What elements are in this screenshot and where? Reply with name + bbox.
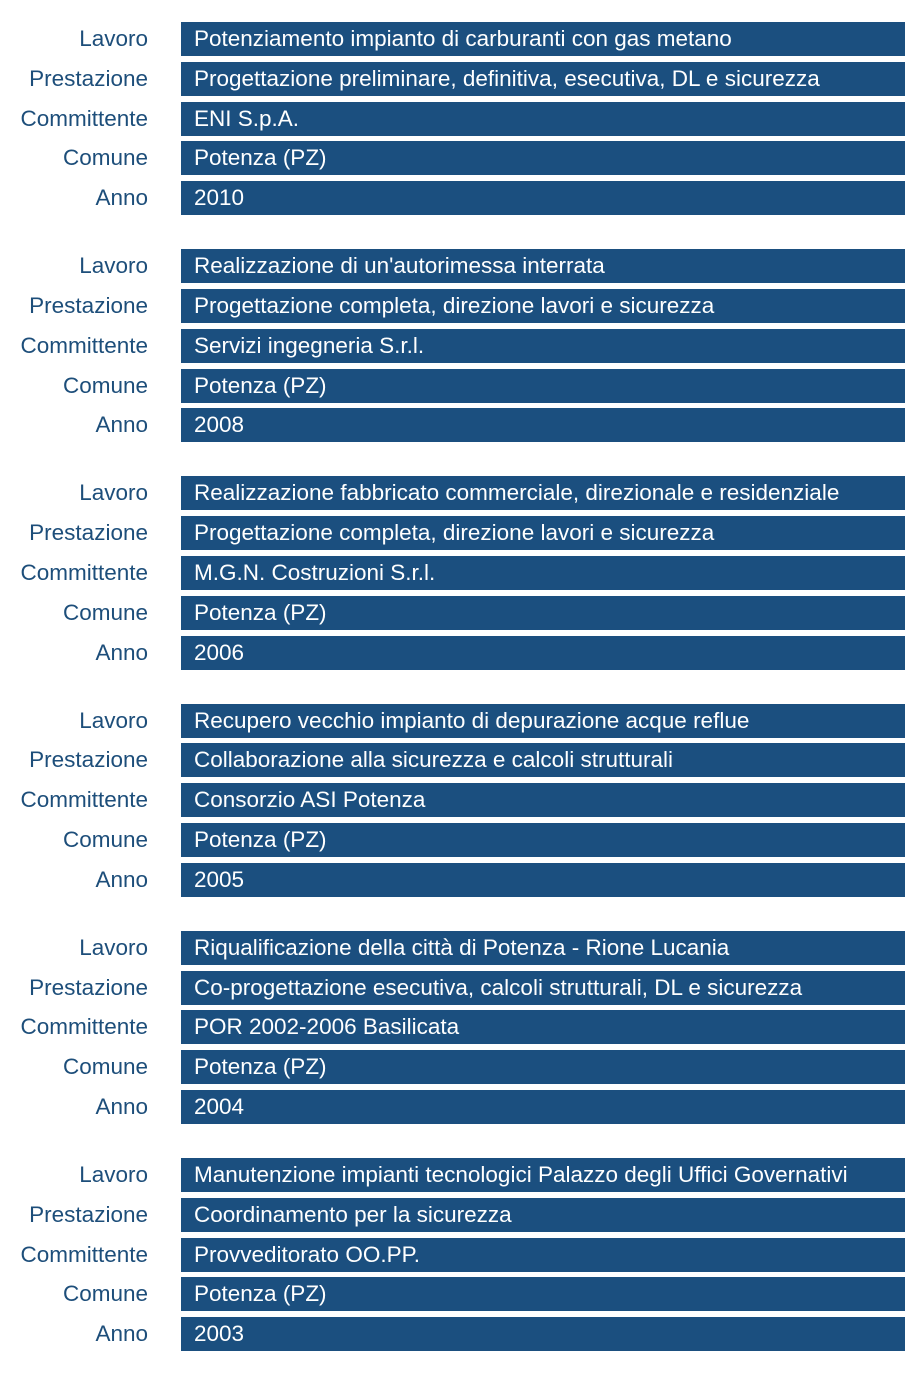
municipality-value: Potenza (PZ) <box>181 823 905 857</box>
work-value: Manutenzione impianti tecnologici Palazzo degli Uffici Governativi <box>181 1158 905 1192</box>
municipality-label: Comune <box>62 826 148 852</box>
client-row <box>0 556 919 590</box>
service-row <box>0 743 919 777</box>
service-label: Prestazione <box>29 747 148 773</box>
work-label: Lavoro <box>79 1161 148 1187</box>
project-list <box>0 22 919 1385</box>
work-label: Lavoro <box>79 26 148 51</box>
year-label: Anno <box>95 1321 148 1347</box>
service-row <box>0 62 919 96</box>
year-label: Anno <box>95 412 148 438</box>
client-label: Committente <box>20 1014 148 1040</box>
service-value: Co-progettazione esecutiva, calcoli strutturali, DL e sicurezza <box>181 971 905 1005</box>
client-value: M.G.N. Costruzioni S.r.l. <box>181 556 905 590</box>
municipality-value: Potenza (PZ) <box>181 369 905 403</box>
service-label: Prestazione <box>29 65 148 91</box>
project-card <box>0 704 919 897</box>
client-value: Provveditorato OO.PP. <box>181 1238 905 1272</box>
municipality-row <box>0 1277 919 1311</box>
year-value: 2008 <box>181 408 905 442</box>
service-label: Prestazione <box>29 292 148 318</box>
municipality-row <box>0 1050 919 1084</box>
project-card <box>0 249 919 442</box>
municipality-row <box>0 596 919 630</box>
municipality-value: Potenza (PZ) <box>181 1050 905 1084</box>
client-row <box>0 783 919 817</box>
service-label: Prestazione <box>29 520 148 546</box>
year-label: Anno <box>95 185 148 211</box>
year-row <box>0 181 919 215</box>
service-value: Progettazione preliminare, definitiva, esecutiva, DL e sicurezza <box>181 62 905 96</box>
service-value: Collaborazione alla sicurezza e calcoli strutturali <box>181 743 905 777</box>
client-label: Committente <box>20 559 148 585</box>
work-row <box>0 931 919 965</box>
year-value: 2003 <box>181 1317 905 1351</box>
work-row <box>0 249 919 283</box>
work-row <box>0 476 919 510</box>
year-row <box>0 1317 919 1351</box>
work-value: Recupero vecchio impianto di depurazione acque reflue <box>181 704 905 738</box>
project-card <box>0 1158 919 1351</box>
year-value: 2006 <box>181 636 905 670</box>
client-label: Committente <box>20 1241 148 1267</box>
client-label: Committente <box>20 332 148 358</box>
service-value: Coordinamento per la sicurezza <box>181 1198 905 1232</box>
service-row <box>0 971 919 1005</box>
service-row <box>0 289 919 323</box>
year-row <box>0 408 919 442</box>
project-card <box>0 931 919 1124</box>
year-value: 2005 <box>181 863 905 897</box>
municipality-row <box>0 823 919 857</box>
year-row <box>0 636 919 670</box>
work-row <box>0 1158 919 1192</box>
project-card <box>0 476 919 669</box>
work-row <box>0 22 919 56</box>
work-label: Lavoro <box>79 707 148 733</box>
work-row <box>0 704 919 738</box>
municipality-label: Comune <box>62 1054 148 1080</box>
municipality-value: Potenza (PZ) <box>181 596 905 630</box>
year-row <box>0 1090 919 1124</box>
client-value: ENI S.p.A. <box>181 102 905 136</box>
municipality-row <box>0 141 919 175</box>
work-label: Lavoro <box>79 253 148 279</box>
client-row <box>0 1238 919 1272</box>
work-label: Lavoro <box>79 934 148 960</box>
municipality-value: Potenza (PZ) <box>181 141 905 175</box>
client-label: Committente <box>20 105 148 131</box>
client-value: Consorzio ASI Potenza <box>181 783 905 817</box>
client-label: Committente <box>20 787 148 813</box>
client-row <box>0 1010 919 1044</box>
work-value: Potenziamento impianto di carburanti con gas metano <box>181 22 905 56</box>
project-card <box>0 22 919 215</box>
service-row <box>0 1198 919 1232</box>
service-label: Prestazione <box>29 1201 148 1227</box>
service-value: Progettazione completa, direzione lavori e sicurezza <box>181 516 905 550</box>
service-value: Progettazione completa, direzione lavori e sicurezza <box>181 289 905 323</box>
year-label: Anno <box>95 639 148 665</box>
work-label: Lavoro <box>79 480 148 506</box>
municipality-label: Comune <box>62 372 148 398</box>
year-label: Anno <box>95 866 148 892</box>
municipality-label: Comune <box>62 599 148 625</box>
year-label: Anno <box>95 1093 148 1119</box>
municipality-label: Comune <box>62 1281 148 1307</box>
service-row <box>0 516 919 550</box>
client-row <box>0 329 919 363</box>
municipality-row <box>0 369 919 403</box>
work-value: Realizzazione fabbricato commerciale, direzionale e residenziale <box>181 476 905 510</box>
service-label: Prestazione <box>29 974 148 1000</box>
work-value: Riqualificazione della città di Potenza - Rione Lucania <box>181 931 905 965</box>
year-value: 2010 <box>181 181 905 215</box>
client-value: Servizi ingegneria S.r.l. <box>181 329 905 363</box>
municipality-value: Potenza (PZ) <box>181 1277 905 1311</box>
client-row <box>0 102 919 136</box>
municipality-label: Comune <box>62 145 148 171</box>
year-value: 2004 <box>181 1090 905 1124</box>
year-row <box>0 863 919 897</box>
client-value: POR 2002-2006 Basilicata <box>181 1010 905 1044</box>
work-value: Realizzazione di un'autorimessa interrata <box>181 249 905 283</box>
